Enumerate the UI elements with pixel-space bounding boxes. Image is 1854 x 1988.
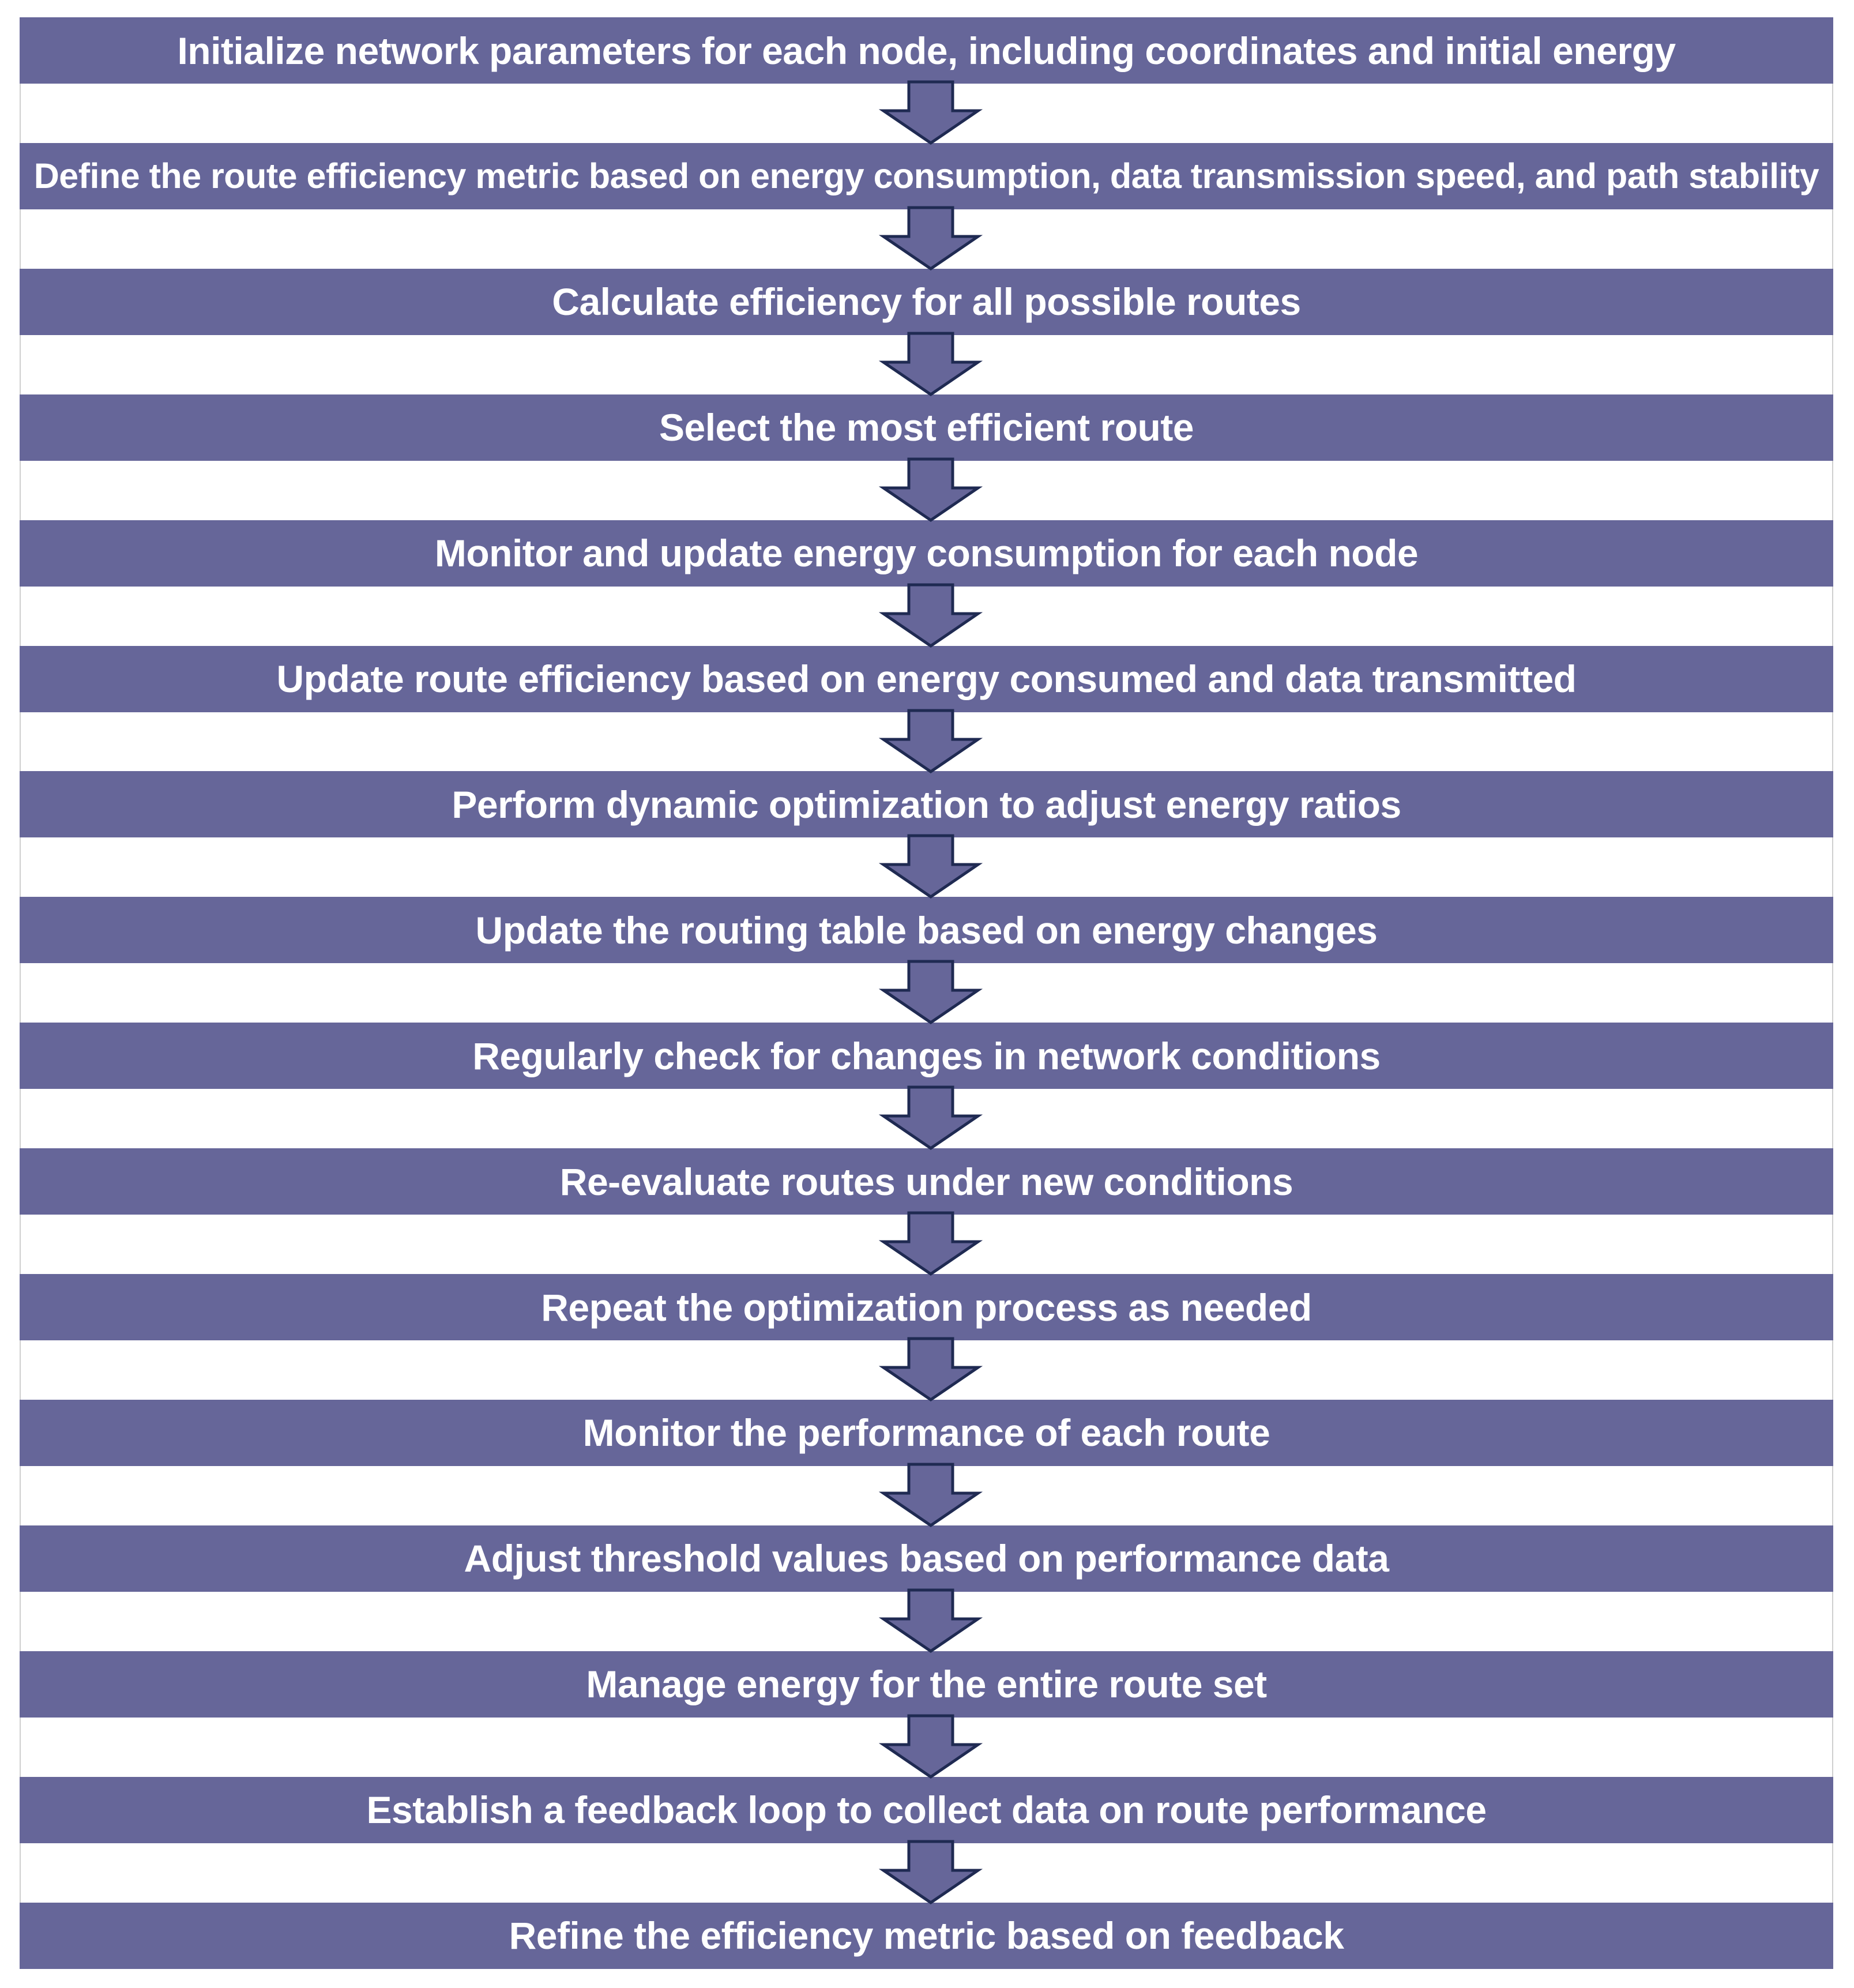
step-label: Repeat the optimization process as needed: [541, 1286, 1312, 1329]
step-box: [20, 1903, 1833, 1969]
down-arrow-icon: [879, 458, 983, 521]
down-arrow-icon: [879, 1086, 983, 1149]
step-label: Update route efficiency based on energy consumed and data transmitted: [276, 657, 1577, 700]
step-label: Define the route efficiency metric based on energy consumption, data transmission speed, and path stability: [33, 156, 1819, 196]
down-arrow-icon: [879, 1337, 983, 1401]
step-box: [20, 771, 1833, 837]
step-label: Calculate efficiency for all possible routes: [552, 280, 1301, 324]
step-label: Refine the efficiency metric based on feedback: [509, 1914, 1344, 1957]
step-box: [20, 1777, 1833, 1843]
down-arrow-icon: [879, 81, 983, 144]
step-box: [20, 1274, 1833, 1340]
step-box: [20, 897, 1833, 963]
step-box: [20, 17, 1833, 84]
down-arrow-icon: [879, 332, 983, 396]
step-label: Select the most efficient route: [659, 406, 1194, 449]
step-box: [20, 1400, 1833, 1466]
step-label: Initialize network parameters for each node, including coordinates and initial energy: [177, 29, 1676, 72]
step-box: [20, 1525, 1833, 1592]
step-box: [20, 646, 1833, 712]
down-arrow-icon: [879, 1463, 983, 1527]
down-arrow-icon: [879, 709, 983, 773]
step-label: Re-evaluate routes under new conditions: [559, 1160, 1293, 1203]
down-arrow-icon: [879, 584, 983, 647]
down-arrow-icon: [879, 1840, 983, 1904]
step-label: Manage energy for the entire route set: [586, 1663, 1267, 1706]
flowchart: [20, 17, 1833, 1969]
step-label: Adjust threshold values based on performance data: [464, 1537, 1389, 1580]
step-box: [20, 394, 1833, 461]
step-label: Establish a feedback loop to collect data on route performance: [366, 1788, 1487, 1832]
down-arrow-icon: [879, 206, 983, 270]
down-arrow-icon: [879, 1715, 983, 1778]
step-box: [20, 1148, 1833, 1215]
down-arrow-icon: [879, 835, 983, 898]
step-box: [20, 143, 1833, 209]
step-box: [20, 520, 1833, 587]
step-box: [20, 1651, 1833, 1718]
step-box: [20, 269, 1833, 335]
step-label: Monitor the performance of each route: [582, 1411, 1270, 1455]
step-label: Perform dynamic optimization to adjust energy ratios: [452, 783, 1401, 826]
down-arrow-icon: [879, 1212, 983, 1275]
down-arrow-icon: [879, 1589, 983, 1652]
step-label: Monitor and update energy consumption for each node: [434, 532, 1419, 575]
step-label: Regularly check for changes in network conditions: [472, 1034, 1381, 1077]
step-label: Update the routing table based on energy changes: [475, 908, 1378, 952]
down-arrow-icon: [879, 960, 983, 1024]
step-box: [20, 1023, 1833, 1089]
